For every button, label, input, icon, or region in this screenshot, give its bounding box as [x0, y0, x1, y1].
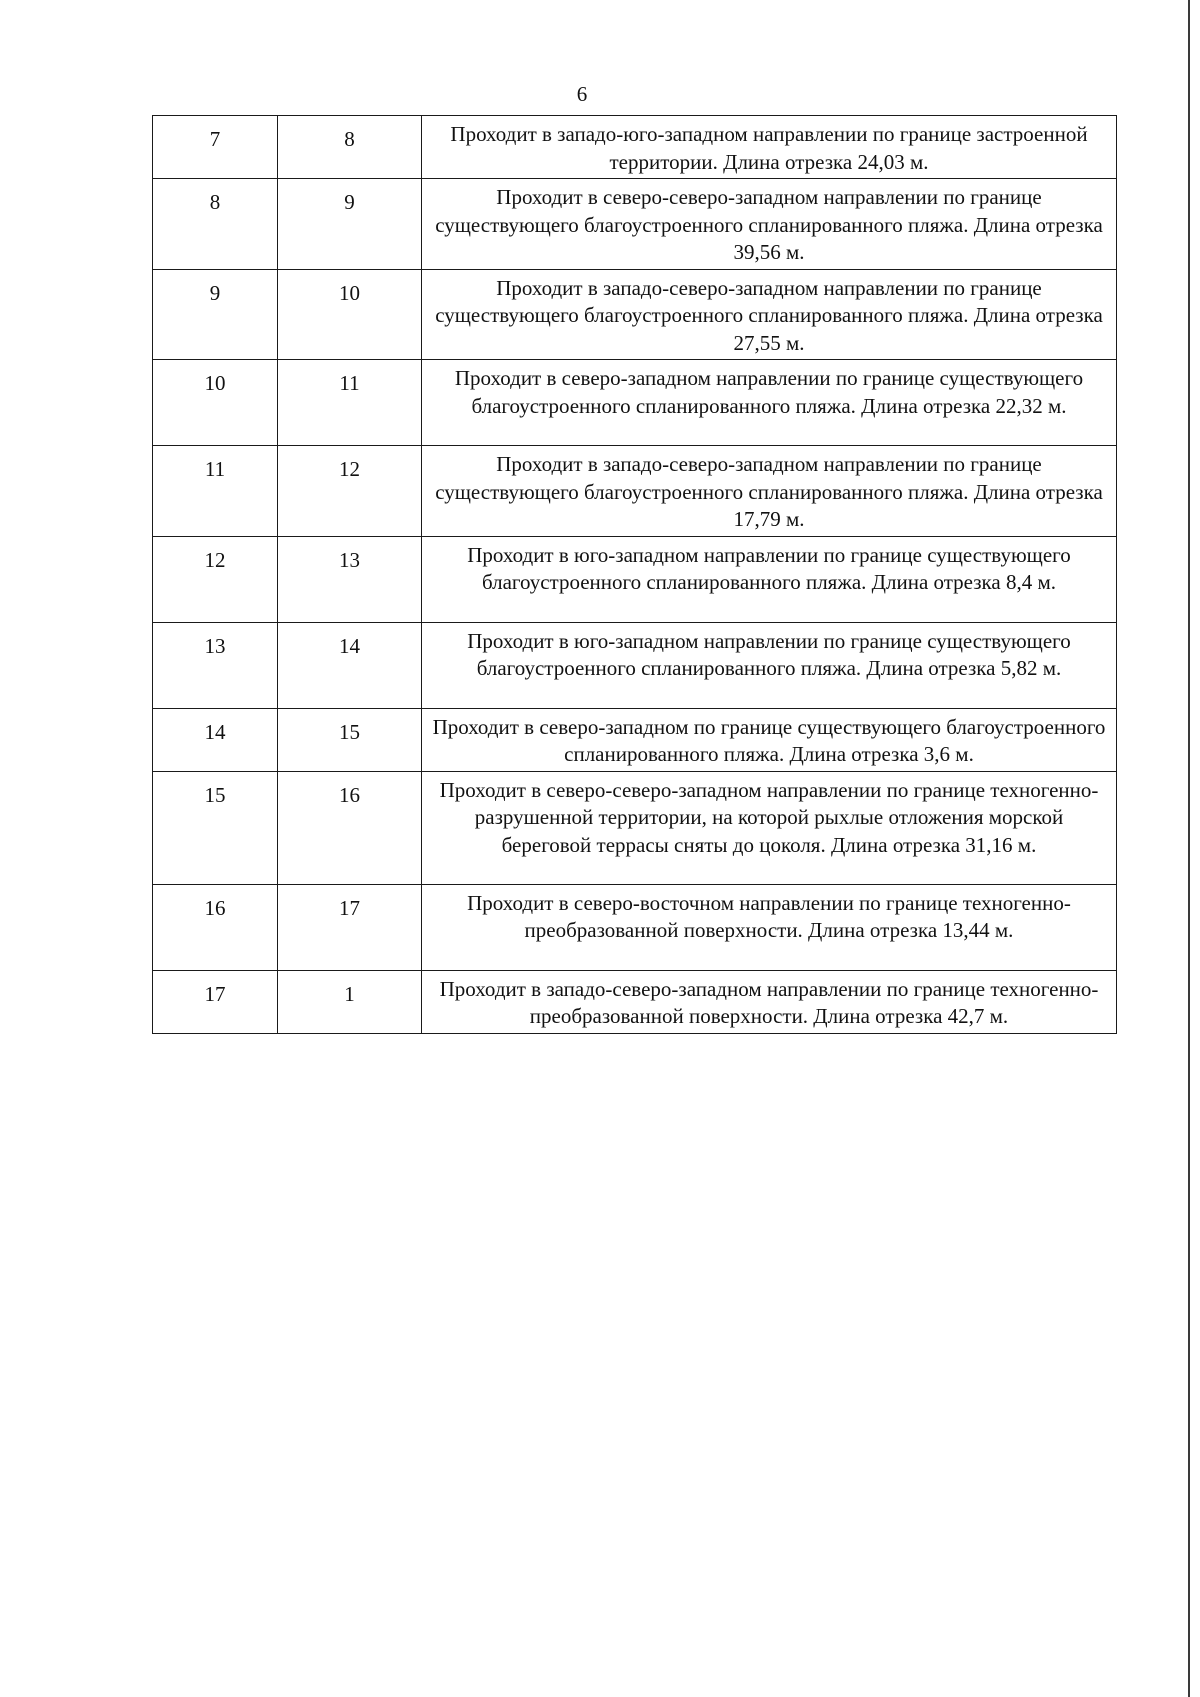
table-row — [153, 179, 1117, 270]
to-point-cell: 8 — [278, 116, 422, 179]
scan-edge-line — [1188, 0, 1190, 1697]
segment-description-cell: Проходит в северо-северо-западном направлении по границе существующего благоустроенного спланированного пляжа. Длина отрезка 39,56 м. — [422, 179, 1117, 270]
segment-description-cell: Проходит в северо-западном направлении по границе существующего благоустроенного спланированного пляжа. Длина отрезка 22,32 м. — [422, 360, 1117, 446]
to-point-cell: 9 — [278, 179, 422, 270]
to-point-cell: 11 — [278, 360, 422, 446]
segment-description-cell: Проходит в западо-северо-западном направлении по границе существующего благоустроенного спланированного пляжа. Длина отрезка 17,79 м. — [422, 446, 1117, 537]
to-point-cell: 17 — [278, 884, 422, 970]
segment-description-cell: Проходит в северо-западном по границе существующего благоустроенного спланированного пляжа. Длина отрезка 3,6 м. — [422, 708, 1117, 771]
to-point-cell: 12 — [278, 446, 422, 537]
from-point-cell: 17 — [153, 970, 278, 1033]
table-row — [153, 771, 1117, 884]
table-row — [153, 446, 1117, 537]
from-point-cell: 9 — [153, 269, 278, 360]
table-row — [153, 708, 1117, 771]
segment-description-cell: Проходит в западо-юго-западном направлении по границе застроенной территории. Длина отрезка 24,03 м. — [422, 116, 1117, 179]
to-point-cell: 16 — [278, 771, 422, 884]
from-point-cell: 14 — [153, 708, 278, 771]
from-point-cell: 11 — [153, 446, 278, 537]
from-point-cell: 13 — [153, 622, 278, 708]
to-point-cell: 10 — [278, 269, 422, 360]
table-row — [153, 884, 1117, 970]
segment-description-cell: Проходит в юго-западном направлении по границе существующего благоустроенного спланированного пляжа. Длина отрезка 5,82 м. — [422, 622, 1117, 708]
table-row — [153, 269, 1117, 360]
to-point-cell: 14 — [278, 622, 422, 708]
from-point-cell: 15 — [153, 771, 278, 884]
segment-description-cell: Проходит в западо-северо-западном направлении по границе техногенно-преобразованной поверхности. Длина отрезка 42,7 м. — [422, 970, 1117, 1033]
table-row — [153, 536, 1117, 622]
from-point-cell: 7 — [153, 116, 278, 179]
table-row — [153, 360, 1117, 446]
boundary-segments-table — [152, 115, 1117, 1034]
segment-description-cell: Проходит в западо-северо-западном направлении по границе существующего благоустроенного спланированного пляжа. Длина отрезка 27,55 м. — [422, 269, 1117, 360]
segment-description-cell: Проходит в юго-западном направлении по границе существующего благоустроенного спланированного пляжа. Длина отрезка 8,4 м. — [422, 536, 1117, 622]
from-point-cell: 8 — [153, 179, 278, 270]
segment-description-cell: Проходит в северо-северо-западном направлении по границе техногенно-разрушенной территории, на которой рыхлые отложения морской береговой террасы сняты до цоколя. Длина отрезка 31,16 м. — [422, 771, 1117, 884]
to-point-cell: 13 — [278, 536, 422, 622]
from-point-cell: 16 — [153, 884, 278, 970]
to-point-cell: 15 — [278, 708, 422, 771]
to-point-cell: 1 — [278, 970, 422, 1033]
table-row — [153, 970, 1117, 1033]
from-point-cell: 10 — [153, 360, 278, 446]
table-row — [153, 622, 1117, 708]
table-row — [153, 116, 1117, 179]
page-number: 6 — [576, 82, 588, 106]
from-point-cell: 12 — [153, 536, 278, 622]
segment-description-cell: Проходит в северо-восточном направлении по границе техногенно-преобразованной поверхности. Длина отрезка 13,44 м. — [422, 884, 1117, 970]
